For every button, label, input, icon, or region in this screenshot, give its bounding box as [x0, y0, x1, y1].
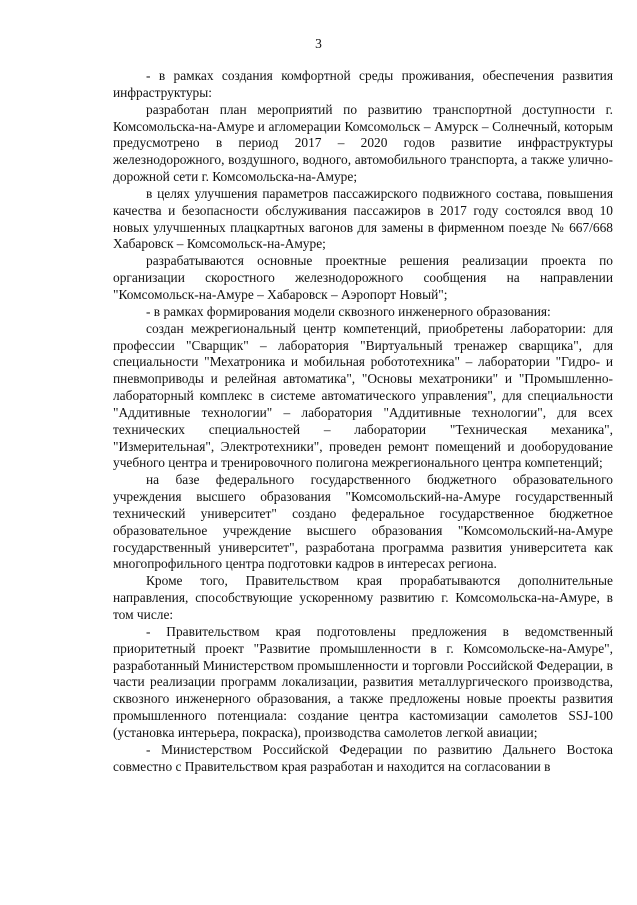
- paragraph-university: на базе федерального государственного бюджетного образовательного учреждения высшего образования "Комсомольский-на-Амуре государственный технический университет" создано федеральное государственное бюджетное образовательное учреждение высшего образования "Комсомольский-на-Амуре государственный университет", разработана программа развития университета как многопрофильного центра подготовки кадров в интересах региона.: [113, 472, 613, 572]
- page-number: 3: [315, 36, 322, 51]
- body-text: [113, 68, 613, 775]
- paragraph-industry-project: - Правительством края подготовлены предложения в ведомственный приоритетный проект "Развитие промышленности в г. Комсомольске-на-Амуре", разработанный Министерством промышленности и торговли Российской Федерации, в части реализации программ локализации, развития металлургического производства, сквозного инженерного образования, а также предложены новые проекты развития промышленного потенциала: создание центра кастомизации самолетов SSJ-100 (установка интерьера, покраска), производства самолетов легкой авиации;: [113, 623, 613, 740]
- paragraph-additional-directions: Кроме того, Правительством края прорабатываются дополнительные направления, способствующие ускоренному развитию г. Комсомольска-на-Амуре, в том числе:: [113, 573, 613, 622]
- paragraph-transport-plan: разработан план мероприятий по развитию транспортной доступности г. Комсомольска-на-Амуре и агломерации Комсомольск – Амурск – Солнечный, которым предусмотрено в период 2017 – 2020 годов развитие инфраструктуры железнодорожного, воздушного, водного, автомобильного транспорта, а также улично-дорожной сети г. Комсомольска-на-Амуре;: [113, 101, 613, 185]
- paragraph-infrastructure-intro: - в рамках создания комфортной среды проживания, обеспечения развития инфраструктуры:: [113, 68, 613, 100]
- paragraph-passenger-cars: в целях улучшения параметров пассажирского подвижного состава, повышения качества и безопасности обслуживания пассажиров в 2017 году состоялся ввод 10 новых улучшенных плацкартных вагонов для замены в фирменном поезде № 667/668 Хабаровск – Комсомольск-на-Амуре;: [113, 185, 613, 252]
- paragraph-ministry-far-east: - Министерством Российской Федерации по развитию Дальнего Востока совместно с Правительством края разработан и находится на согласовании в: [113, 741, 613, 774]
- paragraph-engineering-education-intro: - в рамках формирования модели сквозного инженерного образования:: [146, 303, 551, 319]
- paragraph-high-speed-rail: разрабатываются основные проектные решения реализации проекта по организации скоростного железнодорожного сообщения на направлении "Комсомольск-на-Амуре – Хабаровск – Аэропорт Новый";: [113, 253, 613, 302]
- paragraph-competence-center: создан межрегиональный центр компетенций, приобретены лаборатории: для профессии "Сварщик" – лаборатория "Виртуальный тренажер сварщика", для специальности "Мехатроника и мобильная робототехника" – лаборатории "Гидро- и пневмоприводы и релейная автоматика", "Основы мехатроники" и "Промышленно-лабораторный комплекс в системе автоматического управления", для специальности "Аддитивные технологии" – лаборатория "Аддитивные технологии", для всех технических специальностей – лаборатории "Техническая механика", "Измерительная", Электротехники", проведен ремонт помещений и дооборудование учебного центра и тренировочного полигона межрегионального центра компетенций;: [113, 320, 613, 471]
